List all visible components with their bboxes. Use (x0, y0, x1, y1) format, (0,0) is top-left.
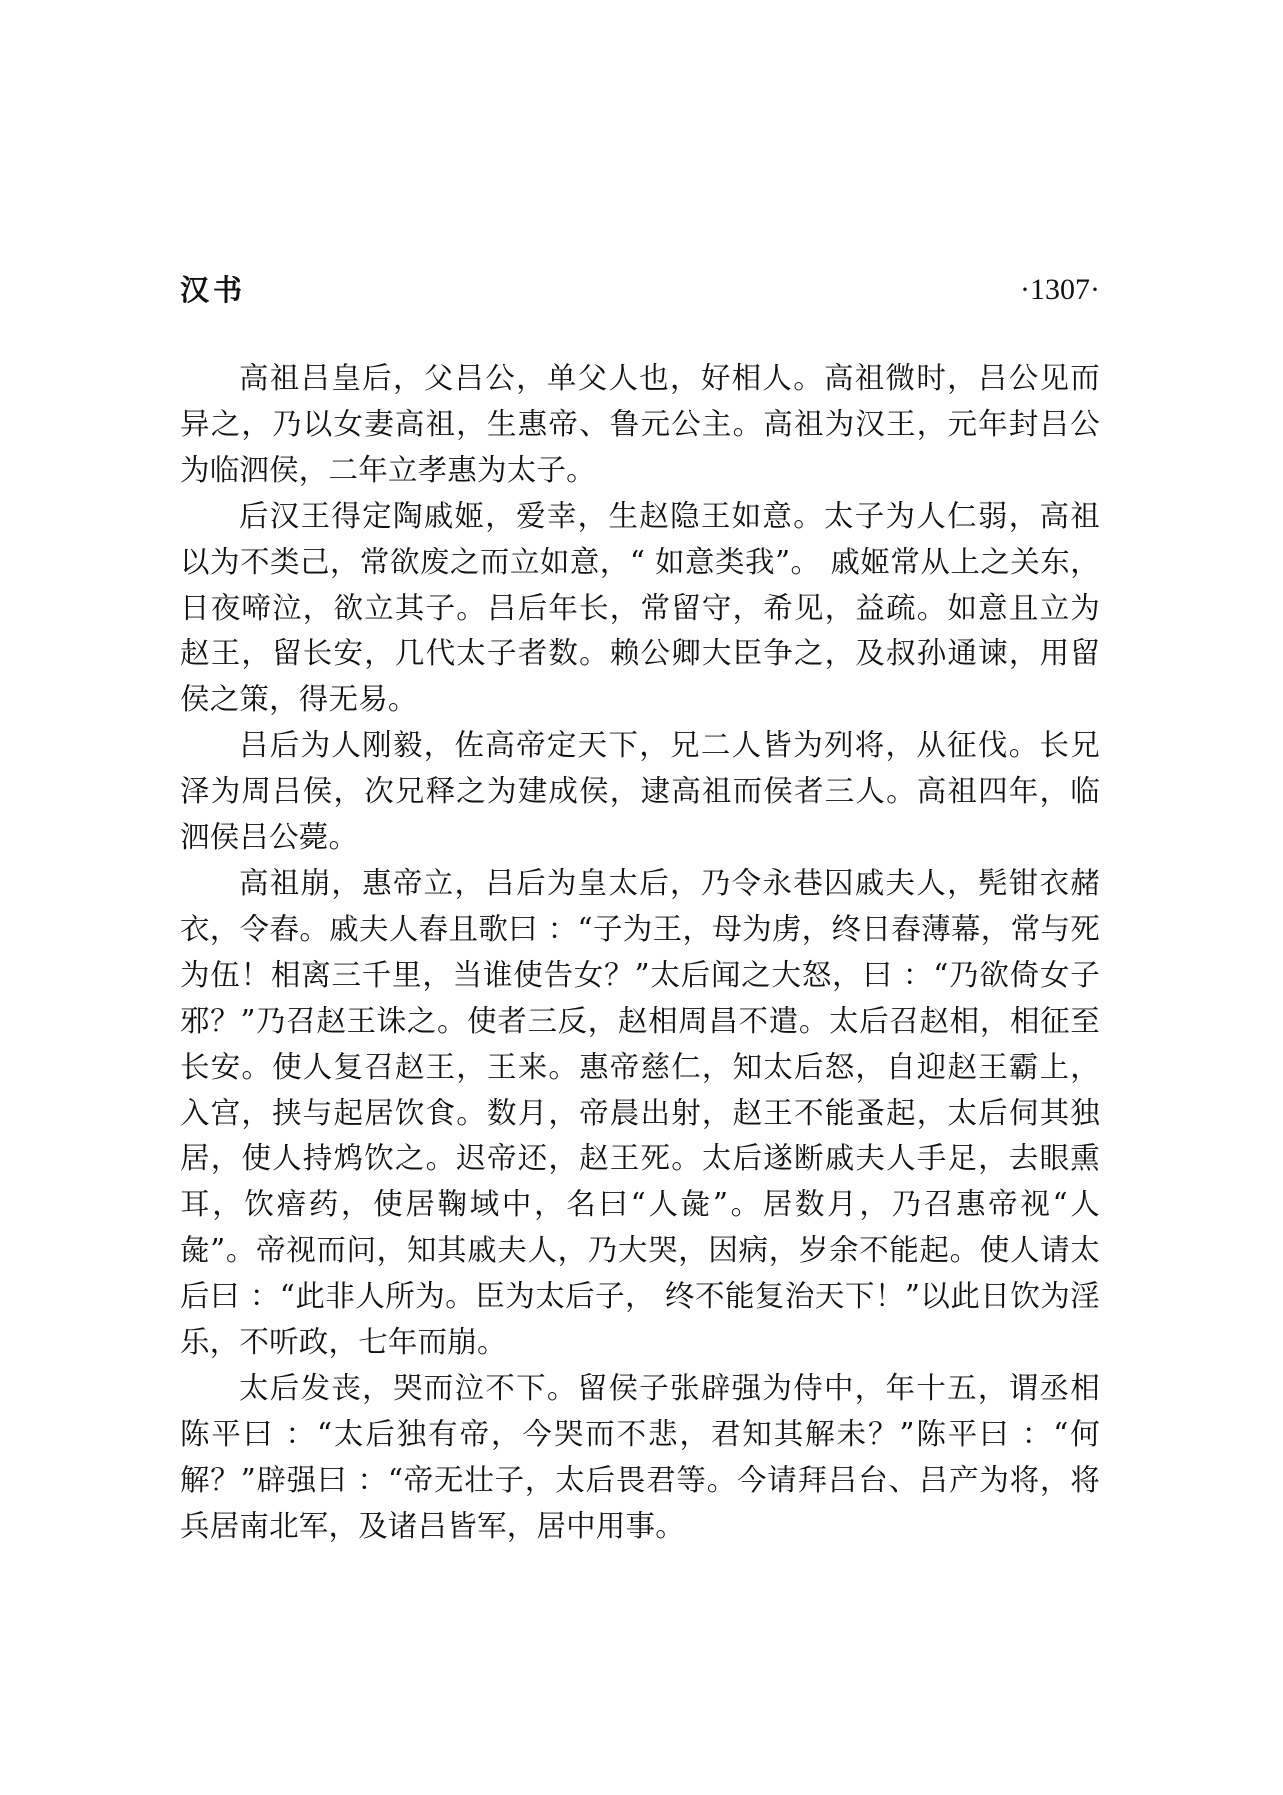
paragraph: 高祖崩，惠帝立，吕后为皇太后，乃令永巷囚戚夫人，髡钳衣赭衣，令舂。戚夫人舂且歌曰 ：“子为王，母为虏，终日舂薄幕，常与死为伍！相离三千里，当谁使告女？”太后闻之大怒，曰 ：“乃欲倚女子邪？”乃召赵王诛之。使者三反，赵相周昌不遣。太后召赵相，相征至长安。使人复召赵王，王来。惠帝慈仁，知太后怒，自迎赵王霸上，入宫，挟与起居饮食。数月，帝晨出射，赵王不能蚤起，太后伺其独居，使人持鸩饮之。迟帝还，赵王死。太后遂断戚夫人手足，去眼熏耳，饮瘖药，使居鞠域中，名曰“人彘”。居数月，乃召惠帝视“人彘”。帝视而问，知其戚夫人，乃大哭，因病，岁余不能起。使人请太后曰 ：“此非人所为。臣为太后子， 终不能复治天下！”以此日饮为淫乐，不听政，七年而崩。 (180, 865, 1100, 1360)
paragraph: 后汉王得定陶戚姬，爱幸，生赵隐王如意。太子为人仁弱，高祖以为不类己，常欲废之而立如意，“ 如意类我”。 戚姬常从上之关东，日夜啼泣，欲立其子。吕后年长，常留守，希见，益疏。如意且立为赵王，留长安，几代太子者数。赖公卿大臣争之，及叔孙通谏，用留侯之策，得无易。 (180, 498, 1100, 717)
running-header (180, 268, 1100, 312)
paragraph: 高祖吕皇后，父吕公，单父人也，好相人。高祖微时，吕公见而异之，乃以女妻高祖，生惠帝、鲁元公主。高祖为汉王，元年封吕公为临泗侯，二年立孝惠为太子。 (180, 361, 1100, 487)
body-text (180, 356, 1100, 1550)
book-title: 汉书 (180, 273, 247, 307)
paragraph: 吕后为人刚毅，佐高帝定天下，兄二人皆为列将，从征伐。长兄泽为周吕侯，次兄释之为建成侯，逮高祖而侯者三人。高祖四年，临泗侯吕公薨。 (180, 728, 1100, 855)
paragraph: 太后发丧，哭而泣不下。留侯子张辟强为侍中，年十五，谓丞相陈平曰 ：“太后独有帝，今哭而不悲，君知其解未？”陈平曰 ：“何解？”辟强曰 ：“帝无壮子，太后畏君等。今请拜吕台、吕产为将，将兵居南北军，及诸吕皆军，居中用事。 (180, 1370, 1100, 1543)
page-number: ·1307· (1020, 273, 1100, 306)
